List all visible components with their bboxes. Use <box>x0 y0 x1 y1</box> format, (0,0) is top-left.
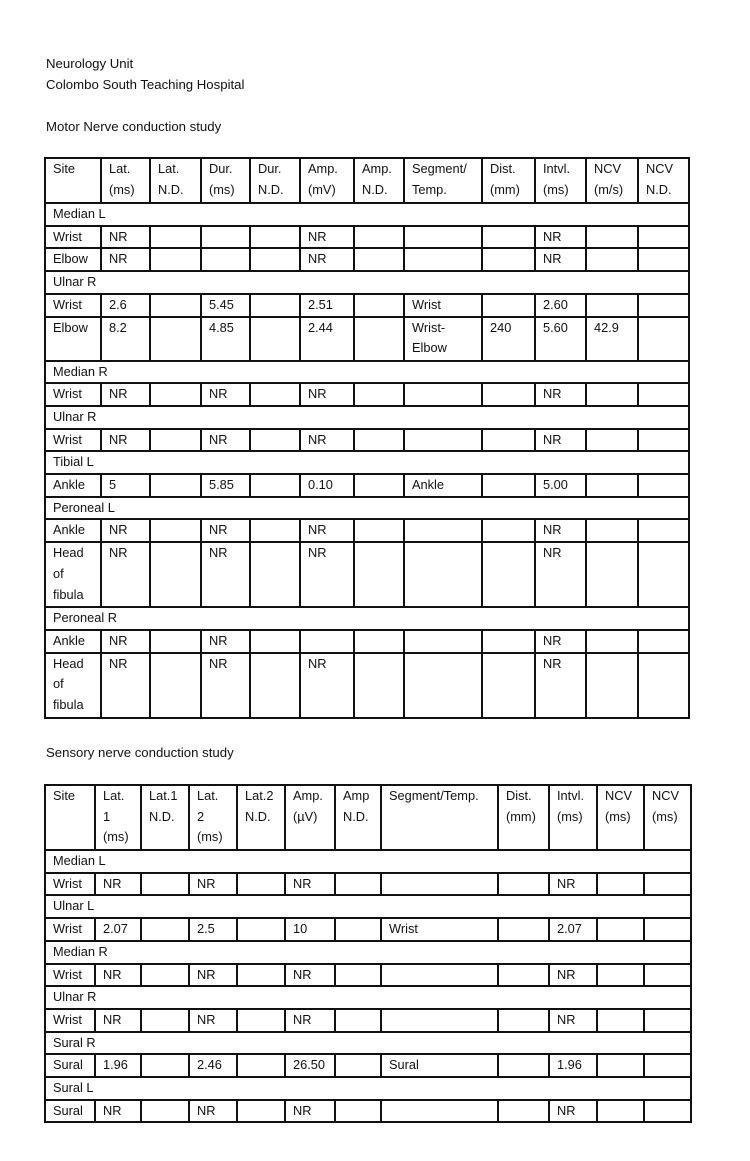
value-cell <box>354 519 404 542</box>
value-cell <box>335 1054 381 1077</box>
value-cell <box>150 248 201 271</box>
value-cell <box>354 294 404 317</box>
value-cell: 1.96 <box>549 1054 597 1077</box>
table-row <box>45 383 689 406</box>
value-cell: Wrist <box>404 294 482 317</box>
header-row <box>45 158 689 203</box>
site-cell: Wrist <box>45 873 95 896</box>
value-cell <box>150 630 201 653</box>
value-cell <box>237 964 285 987</box>
value-cell <box>250 474 300 497</box>
value-cell <box>354 317 404 361</box>
column-header: Dur. (ms) <box>201 158 250 203</box>
value-cell: 2.07 <box>95 918 141 941</box>
site-cell: Ankle <box>45 630 101 653</box>
value-cell: NR <box>95 1009 141 1032</box>
value-cell <box>404 630 482 653</box>
site-cell: Head of fibula <box>45 542 101 607</box>
table-row <box>45 542 689 607</box>
sensory-study-table <box>44 784 692 1123</box>
nerve-group-label: Sural R <box>45 1032 691 1055</box>
value-cell <box>644 1054 691 1077</box>
value-cell <box>250 429 300 452</box>
nerve-group-row <box>45 1077 691 1100</box>
nerve-group-label: Median R <box>45 361 689 384</box>
site-cell: Wrist <box>45 918 95 941</box>
value-cell <box>644 1009 691 1032</box>
nerve-group-row <box>45 941 691 964</box>
value-cell: NR <box>300 542 354 607</box>
value-cell: NR <box>535 542 586 607</box>
value-cell <box>150 429 201 452</box>
value-cell <box>335 873 381 896</box>
value-cell <box>404 542 482 607</box>
column-header: Segment/Temp. <box>381 785 498 850</box>
value-cell: NR <box>201 429 250 452</box>
value-cell: NR <box>535 226 586 249</box>
value-cell <box>150 294 201 317</box>
nerve-group-row <box>45 406 689 429</box>
value-cell <box>335 1009 381 1032</box>
value-cell: NR <box>201 630 250 653</box>
value-cell <box>586 429 638 452</box>
value-cell: 10 <box>285 918 335 941</box>
value-cell <box>597 918 644 941</box>
nerve-group-label: Sural L <box>45 1077 691 1100</box>
value-cell <box>150 653 201 718</box>
table-row <box>45 1009 691 1032</box>
site-cell: Wrist <box>45 1009 95 1032</box>
value-cell: 5.45 <box>201 294 250 317</box>
value-cell: Wrist- Elbow <box>404 317 482 361</box>
value-cell <box>354 542 404 607</box>
value-cell <box>638 519 689 542</box>
value-cell <box>250 630 300 653</box>
column-header: Lat. 1 (ms) <box>95 785 141 850</box>
value-cell <box>586 630 638 653</box>
site-cell: Wrist <box>45 294 101 317</box>
value-cell <box>141 873 189 896</box>
value-cell <box>638 653 689 718</box>
nerve-group-row <box>45 361 689 384</box>
value-cell <box>381 964 498 987</box>
value-cell <box>404 429 482 452</box>
value-cell: NR <box>101 429 150 452</box>
value-cell <box>141 1100 189 1123</box>
value-cell: 5.00 <box>535 474 586 497</box>
value-cell <box>354 226 404 249</box>
value-cell <box>250 294 300 317</box>
value-cell: NR <box>535 653 586 718</box>
site-cell: Wrist <box>45 964 95 987</box>
nerve-group-label: Ulnar L <box>45 895 691 918</box>
value-cell <box>404 519 482 542</box>
value-cell: NR <box>201 383 250 406</box>
column-header: Intvl. (ms) <box>549 785 597 850</box>
table-row <box>45 630 689 653</box>
site-cell: Wrist <box>45 226 101 249</box>
value-cell <box>482 383 535 406</box>
value-cell <box>498 1100 549 1123</box>
value-cell <box>354 474 404 497</box>
column-header: Lat. 2 (ms) <box>189 785 237 850</box>
value-cell <box>586 542 638 607</box>
value-cell <box>250 317 300 361</box>
value-cell: NR <box>549 1009 597 1032</box>
value-cell <box>482 519 535 542</box>
site-cell: Elbow <box>45 317 101 361</box>
value-cell: 26.50 <box>285 1054 335 1077</box>
column-header: Lat.2 N.D. <box>237 785 285 850</box>
value-cell <box>250 226 300 249</box>
value-cell <box>482 653 535 718</box>
column-header: Site <box>45 785 95 850</box>
table-row <box>45 964 691 987</box>
value-cell: NR <box>201 519 250 542</box>
column-header: NCV (m/s) <box>586 158 638 203</box>
value-cell <box>597 1009 644 1032</box>
value-cell <box>300 630 354 653</box>
value-cell: 4.85 <box>201 317 250 361</box>
value-cell <box>498 964 549 987</box>
value-cell: 2.60 <box>535 294 586 317</box>
site-cell: Elbow <box>45 248 101 271</box>
value-cell <box>586 383 638 406</box>
table-row <box>45 918 691 941</box>
motor-study-title: Motor Nerve conduction study <box>46 119 222 134</box>
unit-name: Neurology Unit <box>46 56 134 71</box>
value-cell: NR <box>300 226 354 249</box>
value-cell <box>335 1100 381 1123</box>
value-cell: NR <box>101 542 150 607</box>
value-cell <box>482 474 535 497</box>
value-cell: 0.10 <box>300 474 354 497</box>
value-cell: NR <box>95 873 141 896</box>
nerve-group-label: Ulnar R <box>45 271 689 294</box>
value-cell <box>586 226 638 249</box>
value-cell: NR <box>300 429 354 452</box>
nerve-group-row <box>45 271 689 294</box>
nerve-group-label: Median R <box>45 941 691 964</box>
value-cell: NR <box>300 248 354 271</box>
value-cell <box>482 226 535 249</box>
value-cell: NR <box>549 873 597 896</box>
column-header: NCV (ms) <box>597 785 644 850</box>
nerve-group-label: Tibial L <box>45 451 689 474</box>
value-cell <box>150 226 201 249</box>
nerve-group-row <box>45 497 689 520</box>
nerve-group-row <box>45 895 691 918</box>
value-cell <box>354 630 404 653</box>
column-header: Amp. (µV) <box>285 785 335 850</box>
column-header: Dur. N.D. <box>250 158 300 203</box>
value-cell: NR <box>535 429 586 452</box>
value-cell <box>638 429 689 452</box>
value-cell <box>597 873 644 896</box>
value-cell <box>354 653 404 718</box>
table-row <box>45 294 689 317</box>
nerve-group-row <box>45 986 691 1009</box>
value-cell: 5.85 <box>201 474 250 497</box>
value-cell: NR <box>285 873 335 896</box>
value-cell <box>638 248 689 271</box>
value-cell <box>597 964 644 987</box>
value-cell <box>498 1054 549 1077</box>
value-cell <box>354 383 404 406</box>
value-cell: NR <box>95 964 141 987</box>
value-cell: NR <box>189 964 237 987</box>
table-row <box>45 1054 691 1077</box>
value-cell <box>644 873 691 896</box>
value-cell <box>354 429 404 452</box>
value-cell <box>482 542 535 607</box>
value-cell <box>498 918 549 941</box>
value-cell <box>498 873 549 896</box>
value-cell: NR <box>95 1100 141 1123</box>
table-row <box>45 474 689 497</box>
value-cell <box>237 918 285 941</box>
value-cell: NR <box>201 542 250 607</box>
column-header: NCV N.D. <box>638 158 689 203</box>
value-cell <box>201 226 250 249</box>
value-cell: NR <box>189 1100 237 1123</box>
value-cell <box>237 873 285 896</box>
value-cell <box>201 248 250 271</box>
nerve-group-row <box>45 850 691 873</box>
value-cell: NR <box>535 383 586 406</box>
value-cell <box>638 383 689 406</box>
nerve-group-label: Ulnar R <box>45 986 691 1009</box>
value-cell <box>586 294 638 317</box>
header-row <box>45 785 691 850</box>
value-cell <box>335 964 381 987</box>
nerve-group-label: Median L <box>45 850 691 873</box>
column-header: Site <box>45 158 101 203</box>
value-cell <box>482 248 535 271</box>
value-cell <box>250 519 300 542</box>
value-cell: 2.07 <box>549 918 597 941</box>
column-header: Segment/ Temp. <box>404 158 482 203</box>
value-cell <box>404 653 482 718</box>
table-row <box>45 519 689 542</box>
column-header: Intvl. (ms) <box>535 158 586 203</box>
value-cell <box>638 317 689 361</box>
nerve-group-row <box>45 607 689 630</box>
column-header: Amp. N.D. <box>354 158 404 203</box>
table-row <box>45 317 689 361</box>
value-cell <box>638 226 689 249</box>
sensory-study-title: Sensory nerve conduction study <box>46 745 234 760</box>
value-cell <box>141 1054 189 1077</box>
value-cell <box>150 542 201 607</box>
value-cell: NR <box>535 519 586 542</box>
table-row <box>45 429 689 452</box>
value-cell <box>141 1009 189 1032</box>
column-header: Amp. (mV) <box>300 158 354 203</box>
table-row <box>45 248 689 271</box>
value-cell <box>141 964 189 987</box>
nerve-group-label: Peroneal L <box>45 497 689 520</box>
value-cell: 2.6 <box>101 294 150 317</box>
site-cell: Ankle <box>45 519 101 542</box>
value-cell <box>482 294 535 317</box>
value-cell: Ankle <box>404 474 482 497</box>
value-cell: NR <box>201 653 250 718</box>
nerve-group-label: Peroneal R <box>45 607 689 630</box>
value-cell <box>586 474 638 497</box>
value-cell <box>237 1054 285 1077</box>
value-cell <box>597 1054 644 1077</box>
value-cell: NR <box>101 653 150 718</box>
value-cell: NR <box>285 964 335 987</box>
value-cell <box>644 1100 691 1123</box>
column-header: Dist. (mm) <box>482 158 535 203</box>
value-cell: 42.9 <box>586 317 638 361</box>
value-cell <box>644 964 691 987</box>
value-cell: 240 <box>482 317 535 361</box>
value-cell <box>404 226 482 249</box>
value-cell <box>638 294 689 317</box>
site-cell: Sural <box>45 1054 95 1077</box>
value-cell: 5.60 <box>535 317 586 361</box>
value-cell: NR <box>285 1100 335 1123</box>
value-cell <box>381 1009 498 1032</box>
value-cell <box>141 918 189 941</box>
value-cell: NR <box>101 519 150 542</box>
value-cell <box>482 630 535 653</box>
column-header: Lat. N.D. <box>150 158 201 203</box>
value-cell <box>150 383 201 406</box>
value-cell <box>381 873 498 896</box>
site-cell: Head of fibula <box>45 653 101 718</box>
value-cell <box>644 918 691 941</box>
value-cell: NR <box>189 873 237 896</box>
nerve-group-label: Ulnar R <box>45 406 689 429</box>
value-cell: NR <box>300 519 354 542</box>
value-cell <box>638 630 689 653</box>
table-row <box>45 226 689 249</box>
value-cell: Wrist <box>381 918 498 941</box>
value-cell: 8.2 <box>101 317 150 361</box>
nerve-group-row <box>45 1032 691 1055</box>
value-cell: Sural <box>381 1054 498 1077</box>
value-cell: NR <box>101 630 150 653</box>
value-cell <box>597 1100 644 1123</box>
value-cell <box>404 383 482 406</box>
value-cell: NR <box>101 383 150 406</box>
site-cell: Wrist <box>45 383 101 406</box>
value-cell: 2.51 <box>300 294 354 317</box>
value-cell <box>638 542 689 607</box>
value-cell <box>335 918 381 941</box>
value-cell <box>498 1009 549 1032</box>
value-cell <box>586 248 638 271</box>
nerve-group-row <box>45 451 689 474</box>
value-cell: 1.96 <box>95 1054 141 1077</box>
value-cell: NR <box>300 383 354 406</box>
nerve-group-label: Median L <box>45 203 689 226</box>
column-header: NCV (ms) <box>644 785 691 850</box>
value-cell <box>237 1009 285 1032</box>
column-header: Amp N.D. <box>335 785 381 850</box>
value-cell: NR <box>101 248 150 271</box>
site-cell: Wrist <box>45 429 101 452</box>
value-cell: NR <box>189 1009 237 1032</box>
value-cell <box>150 474 201 497</box>
motor-study-table <box>44 157 690 719</box>
value-cell <box>150 519 201 542</box>
value-cell <box>586 653 638 718</box>
value-cell <box>638 474 689 497</box>
value-cell <box>250 248 300 271</box>
value-cell: NR <box>101 226 150 249</box>
hospital-name: Colombo South Teaching Hospital <box>46 77 245 92</box>
value-cell <box>250 542 300 607</box>
value-cell <box>237 1100 285 1123</box>
value-cell: 2.44 <box>300 317 354 361</box>
value-cell <box>250 383 300 406</box>
table-row <box>45 1100 691 1123</box>
site-cell: Ankle <box>45 474 101 497</box>
value-cell: NR <box>535 248 586 271</box>
table-row <box>45 873 691 896</box>
value-cell <box>404 248 482 271</box>
column-header: Lat. (ms) <box>101 158 150 203</box>
value-cell <box>250 653 300 718</box>
value-cell: 2.5 <box>189 918 237 941</box>
table-row <box>45 653 689 718</box>
value-cell <box>381 1100 498 1123</box>
column-header: Lat.1 N.D. <box>141 785 189 850</box>
nerve-group-row <box>45 203 689 226</box>
site-cell: Sural <box>45 1100 95 1123</box>
value-cell: NR <box>535 630 586 653</box>
value-cell <box>586 519 638 542</box>
value-cell: 5 <box>101 474 150 497</box>
value-cell: NR <box>300 653 354 718</box>
value-cell: NR <box>549 1100 597 1123</box>
value-cell: 2.46 <box>189 1054 237 1077</box>
column-header: Dist. (mm) <box>498 785 549 850</box>
value-cell <box>354 248 404 271</box>
value-cell: NR <box>549 964 597 987</box>
value-cell: NR <box>285 1009 335 1032</box>
value-cell <box>482 429 535 452</box>
value-cell <box>150 317 201 361</box>
